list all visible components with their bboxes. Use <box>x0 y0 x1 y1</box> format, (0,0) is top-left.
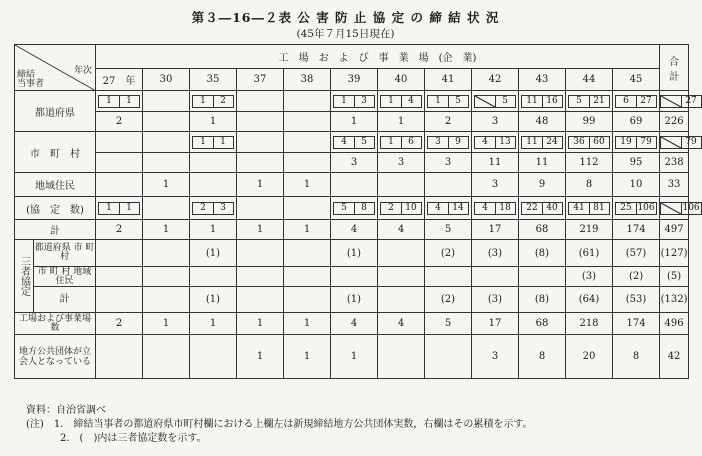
resident-count-cell <box>378 173 425 197</box>
note-2-text: 2. ( )内は三者協定数を示す。 <box>60 433 207 444</box>
tri-value-cell: (64) <box>566 287 613 313</box>
city-box-box <box>615 136 657 149</box>
city-box-cell <box>237 132 284 153</box>
pref-box-new: 1 <box>341 95 347 106</box>
pref-box-new: 1 <box>388 95 394 106</box>
agreements-box-box <box>615 202 657 215</box>
corner-year-label: 年次 <box>73 66 92 76</box>
city-box-cell <box>284 132 331 153</box>
city-box-cumulative: 79 <box>685 136 697 147</box>
corner-header-cell <box>15 45 96 91</box>
pref-box-box <box>380 95 422 108</box>
city-box-box <box>427 136 469 149</box>
tri-value-cell <box>96 267 143 287</box>
city-count-cell: 3 <box>331 153 378 173</box>
agreements-box-cumulative: 14 <box>452 202 464 213</box>
tri-value-cell: (127) <box>660 240 689 267</box>
total-count-cell: 1 <box>237 220 284 240</box>
agreements-box-new: 25 <box>620 202 632 213</box>
agreements-box-cumulative: 106 <box>637 202 655 213</box>
pref-box-cumulative: 5 <box>502 95 508 106</box>
total-row <box>15 220 689 240</box>
tri-value-cell: (1) <box>190 240 237 267</box>
total-count-cell: 174 <box>613 220 660 240</box>
tri-value-cell: (1) <box>331 240 378 267</box>
factories-count-cell: 1 <box>237 313 284 335</box>
agreements-box-new: 1 <box>106 202 112 213</box>
pref-box-box <box>192 95 234 108</box>
city-box-cell <box>566 132 613 153</box>
city-label: 市 町 村 <box>15 132 96 173</box>
city-box-cumulative: 9 <box>455 136 461 147</box>
city-count-cell <box>190 153 237 173</box>
local-count-cell: 1 <box>331 335 378 379</box>
city-count-cell: 11 <box>519 153 566 173</box>
tri-value-cell: (8) <box>519 287 566 313</box>
local-count-cell: 8 <box>519 335 566 379</box>
agreements-box-cumulative: 106 <box>682 202 700 213</box>
pref-box-cell <box>96 91 143 112</box>
tri-value-cell: (2) <box>425 287 472 313</box>
agreements-box-new: 4 <box>435 202 441 213</box>
local-count-cell: 1 <box>284 335 331 379</box>
pref-box-cumulative: 2 <box>220 95 226 106</box>
year-header: 39 <box>331 69 378 91</box>
city-box-new: 4 <box>482 136 488 147</box>
tri-value-cell <box>237 267 284 287</box>
city-box-row <box>15 132 689 153</box>
pref-box-box <box>98 95 140 108</box>
resident-count-cell: 8 <box>566 173 613 197</box>
agreements-box-box <box>521 202 563 215</box>
pref-box-new: 5 <box>576 95 582 106</box>
resident-count-cell <box>425 173 472 197</box>
total-count-cell: 1 <box>284 220 331 240</box>
year-header: 27 年 <box>96 69 143 91</box>
agreements-box-box <box>568 202 610 215</box>
agreements-box-cumulative: 18 <box>499 202 511 213</box>
tri-value-cell <box>378 287 425 313</box>
city-box-box <box>521 136 563 149</box>
factories-count-cell: 1 <box>284 313 331 335</box>
pref-box-new: 11 <box>526 95 538 106</box>
pref-box-new: 1 <box>435 95 441 106</box>
city-count-cell: 3 <box>425 153 472 173</box>
agreements-box-cell <box>96 197 143 220</box>
city-box-cumulative: 24 <box>546 136 558 147</box>
tri-row-label: 市 町 村 地域住民 <box>34 267 96 287</box>
pref-count-cell: 2 <box>425 112 472 132</box>
resident-label: 地域住民 <box>15 173 96 197</box>
factories-count-cell: 68 <box>519 313 566 335</box>
city-count-cell <box>96 153 143 173</box>
tri-value-cell: (61) <box>566 240 613 267</box>
pref-box-cell <box>237 91 284 112</box>
note-1 <box>26 418 533 432</box>
city-count-cell <box>237 153 284 173</box>
factories-label: 工場および事業場数 <box>15 313 96 335</box>
pref-box-cell <box>378 91 425 112</box>
resident-count-cell: 10 <box>613 173 660 197</box>
city-box-new: 19 <box>620 136 632 147</box>
local-count-cell <box>425 335 472 379</box>
tri-value-cell <box>284 287 331 313</box>
pref-box-cumulative: 27 <box>640 95 652 106</box>
factories-count-cell: 174 <box>613 313 660 335</box>
total-count-cell: 1 <box>143 220 190 240</box>
agreements-box-new: 41 <box>573 202 585 213</box>
tri-value-cell <box>425 267 472 287</box>
factories-row <box>15 313 689 335</box>
local-count-cell: 3 <box>472 335 519 379</box>
year-header: 40 <box>378 69 425 91</box>
note-2 <box>26 432 533 446</box>
resident-count-cell: 3 <box>472 173 519 197</box>
source-note: 資料：自治省調べ <box>26 405 106 416</box>
agreements-box-cell <box>237 197 284 220</box>
local-count-cell: 20 <box>566 335 613 379</box>
agreements-box-cell <box>613 197 660 220</box>
pref-box-box <box>474 95 516 108</box>
city-count-cell: 11 <box>472 153 519 173</box>
resident-count-cell: 1 <box>284 173 331 197</box>
year-header-row <box>15 69 689 91</box>
agreements-box-cumulative: 8 <box>361 202 367 213</box>
agreements-box-cell <box>660 197 700 220</box>
year-header: 35 <box>190 69 237 91</box>
note-head: (注) <box>26 419 44 430</box>
agreements-box-cell <box>284 197 331 220</box>
tri-value-cell: (57) <box>613 240 660 267</box>
tri-value-cell <box>143 287 190 313</box>
local-label: 地方公共団体が立会人となっている <box>15 335 96 379</box>
agreements-box-box <box>660 202 702 215</box>
factories-count-cell: 2 <box>96 313 143 335</box>
pref-box-cell <box>660 91 697 112</box>
city-count-cell: 95 <box>613 153 660 173</box>
year-header: 43 <box>519 69 566 91</box>
pref-box-new: 1 <box>106 95 112 106</box>
local-count-cell: 8 <box>613 335 660 379</box>
local-count-cell <box>190 335 237 379</box>
agreements-box-new: 22 <box>526 202 538 213</box>
tri-value-cell <box>96 240 143 267</box>
pref-count-cell: 69 <box>613 112 660 132</box>
city-count-cell: 112 <box>566 153 613 173</box>
pref-box-cumulative: 5 <box>455 95 461 106</box>
page-subtitle: (45年７月15日現在) <box>296 28 395 40</box>
tri-row-label: 計 <box>34 287 96 313</box>
factories-count-cell: 1 <box>190 313 237 335</box>
pref-box-box <box>568 95 610 108</box>
total-header: 合 計 <box>660 45 689 91</box>
city-box-new: 1 <box>200 136 206 147</box>
total-count-cell: 2 <box>96 220 143 240</box>
total-count-cell: 68 <box>519 220 566 240</box>
pref-box-row <box>15 91 689 112</box>
total-count-cell: 1 <box>190 220 237 240</box>
resident-count-cell <box>331 173 378 197</box>
pref-box-cumulative: 1 <box>126 95 132 106</box>
tri-value-cell <box>331 267 378 287</box>
resident-count-cell: 9 <box>519 173 566 197</box>
tri-value-cell <box>96 287 143 313</box>
page-title: 第３―16―２表 公 害 防 止 協 定 の 締 結 状 況 <box>191 10 500 25</box>
year-header: 45 <box>613 69 660 91</box>
pref-box-cell <box>425 91 472 112</box>
local-count-cell <box>378 335 425 379</box>
agreements-box-cumulative: 3 <box>220 202 226 213</box>
pref-box-cell <box>472 91 519 112</box>
factories-count-cell: 4 <box>378 313 425 335</box>
city-box-box <box>660 136 702 149</box>
note-1-text: 1. 締結当事者の都道府県市町村欄における上欄左は新規締結地方公共団体実数，右欄はその累積を示す。 <box>53 419 533 430</box>
city-box-new: 36 <box>573 136 585 147</box>
pref-box-new: 1 <box>200 95 206 106</box>
agreements-box-new: 4 <box>482 202 488 213</box>
tri-value-cell: (5) <box>660 267 689 287</box>
resident-count-cell <box>190 173 237 197</box>
resident-row <box>15 173 689 197</box>
pref-count-cell: 2 <box>96 112 143 132</box>
pref-box-box <box>615 95 657 108</box>
city-box-cell <box>378 132 425 153</box>
pref-count-cell: 1 <box>378 112 425 132</box>
tri-value-cell: (8) <box>519 240 566 267</box>
total-label: 計 <box>15 220 96 240</box>
tri-value-cell <box>190 267 237 287</box>
pref-count-cell <box>237 112 284 132</box>
agreements-box-box <box>333 202 375 215</box>
pref-count-cell: 1 <box>331 112 378 132</box>
local-count-cell: 1 <box>237 335 284 379</box>
agreements-box-cumulative: 40 <box>546 202 558 213</box>
tri-value-cell <box>284 267 331 287</box>
factories-count-cell: 4 <box>331 313 378 335</box>
pref-box-cell <box>190 91 237 112</box>
agreements-label: (協 定 数) <box>15 197 96 220</box>
city-box-cumulative: 5 <box>361 136 367 147</box>
year-header: 38 <box>284 69 331 91</box>
tri-value-cell: (132) <box>660 287 689 313</box>
agreements-box-new: 5 <box>341 202 347 213</box>
pref-label: 都道府県 <box>15 91 96 132</box>
factories-count-cell: 496 <box>660 313 689 335</box>
city-box-cell <box>143 132 190 153</box>
total-count-cell: 497 <box>660 220 689 240</box>
pref-box-cell <box>566 91 613 112</box>
city-box-box <box>380 136 422 149</box>
pref-box-cumulative: 3 <box>361 95 367 106</box>
pref-box-cumulative: 27 <box>685 95 697 106</box>
resident-count-cell: 33 <box>660 173 689 197</box>
agreements-box-cumulative: 1 <box>126 202 132 213</box>
tri-value-cell <box>237 287 284 313</box>
resident-count-cell: 1 <box>237 173 284 197</box>
pref-box-box <box>521 95 563 108</box>
city-box-cell <box>660 132 697 153</box>
local-count-cell: 42 <box>660 335 689 379</box>
pref-box-box <box>660 95 702 108</box>
notes <box>26 404 533 446</box>
city-box-cumulative: 79 <box>640 136 652 147</box>
tri-value-cell <box>143 240 190 267</box>
agreements-box-cumulative: 81 <box>593 202 605 213</box>
total-count-cell: 4 <box>331 220 378 240</box>
factories-count-cell: 5 <box>425 313 472 335</box>
city-box-cell <box>613 132 660 153</box>
pref-count-cell: 226 <box>660 112 689 132</box>
agreements-table <box>14 44 700 379</box>
total-count-cell: 4 <box>378 220 425 240</box>
agreements-box-box <box>192 202 234 215</box>
city-box-new: 1 <box>388 136 394 147</box>
year-header: 37 <box>237 69 284 91</box>
agreements-box-new: 2 <box>200 202 206 213</box>
tri-value-cell: (1) <box>331 287 378 313</box>
tri-value-cell <box>284 240 331 267</box>
pref-box-cell <box>284 91 331 112</box>
pref-box-cell <box>519 91 566 112</box>
agreements-box-new: 2 <box>388 202 394 213</box>
city-count-cell <box>284 153 331 173</box>
year-header: 44 <box>566 69 613 91</box>
tri-value-cell: (3) <box>566 267 613 287</box>
tri-value-cell: (3) <box>472 240 519 267</box>
agreements-box-cumulative: 10 <box>405 202 417 213</box>
agreements-box-box <box>427 202 469 215</box>
city-count-row <box>15 153 689 173</box>
city-box-cumulative: 60 <box>593 136 605 147</box>
local-count-cell <box>96 335 143 379</box>
tri-value-cell <box>378 240 425 267</box>
city-count-cell: 238 <box>660 153 689 173</box>
city-box-new: 3 <box>435 136 441 147</box>
factories-count-cell: 1 <box>143 313 190 335</box>
local-row <box>15 335 689 379</box>
agreements-box-cell <box>519 197 566 220</box>
pref-box-cumulative: 16 <box>546 95 558 106</box>
corner-party-line1: 締結 <box>17 70 36 80</box>
year-header: 30 <box>143 69 190 91</box>
city-box-cell <box>425 132 472 153</box>
factories-count-cell: 218 <box>566 313 613 335</box>
city-count-cell: 3 <box>378 153 425 173</box>
tri-value-cell: (2) <box>613 267 660 287</box>
local-count-cell <box>143 335 190 379</box>
group-header: 工 場 お よ び 事 業 場 (企 業) <box>96 45 660 69</box>
pref-box-cell <box>331 91 378 112</box>
factories-count-cell: 17 <box>472 313 519 335</box>
pref-box-cell <box>613 91 660 112</box>
pref-count-cell: 48 <box>519 112 566 132</box>
city-box-cumulative: 6 <box>408 136 414 147</box>
tri-group-label: 三者協定 <box>15 240 34 313</box>
city-box-box <box>568 136 610 149</box>
city-box-box <box>333 136 375 149</box>
pref-box-new: 6 <box>623 95 629 106</box>
resident-count-cell: 1 <box>143 173 190 197</box>
city-box-cumulative: 13 <box>499 136 511 147</box>
city-box-new: 11 <box>526 136 538 147</box>
pref-count-row <box>15 112 689 132</box>
tri-value-cell: (3) <box>472 287 519 313</box>
pref-count-cell <box>284 112 331 132</box>
total-count-cell: 17 <box>472 220 519 240</box>
total-count-cell: 5 <box>425 220 472 240</box>
tri-row-label: 都道府県 市 町 村 <box>34 240 96 267</box>
agreements-box-cell <box>331 197 378 220</box>
city-box-box <box>474 136 516 149</box>
city-box-cell <box>96 132 143 153</box>
city-count-cell <box>143 153 190 173</box>
agreements-box-box <box>98 202 140 215</box>
pref-box-cumulative: 4 <box>408 95 414 106</box>
corner-party-line2: 当事者 <box>17 79 45 89</box>
pref-count-cell: 1 <box>190 112 237 132</box>
pref-box-box <box>427 95 469 108</box>
tri-row <box>15 287 689 313</box>
pref-box-cumulative: 21 <box>593 95 605 106</box>
tri-value-cell <box>237 240 284 267</box>
tri-value-cell <box>519 267 566 287</box>
pref-count-cell: 3 <box>472 112 519 132</box>
agreements-box-cell <box>425 197 472 220</box>
agreements-box-row <box>15 197 689 220</box>
pref-box-box <box>333 95 375 108</box>
agreements-box-cell <box>143 197 190 220</box>
resident-count-cell <box>96 173 143 197</box>
city-box-cell <box>472 132 519 153</box>
tri-value-cell <box>472 267 519 287</box>
agreements-box-cell <box>190 197 237 220</box>
agreements-box-cell <box>566 197 613 220</box>
tri-row <box>15 267 689 287</box>
city-box-cell <box>190 132 237 153</box>
tri-row <box>15 240 689 267</box>
tri-value-cell: (1) <box>190 287 237 313</box>
city-box-cell <box>519 132 566 153</box>
city-box-new: 4 <box>341 136 347 147</box>
total-count-cell: 219 <box>566 220 613 240</box>
agreements-box-cell <box>378 197 425 220</box>
agreements-box-box <box>474 202 516 215</box>
tri-value-cell <box>143 267 190 287</box>
city-box-cell <box>331 132 378 153</box>
year-header: 41 <box>425 69 472 91</box>
city-box-cumulative: 1 <box>220 136 226 147</box>
city-box-box <box>192 136 234 149</box>
pref-count-cell <box>143 112 190 132</box>
tri-value-cell <box>378 267 425 287</box>
year-header: 42 <box>472 69 519 91</box>
pref-box-cell <box>143 91 190 112</box>
tri-value-cell: (2) <box>425 240 472 267</box>
corner-party-label <box>17 71 44 89</box>
pref-count-cell: 99 <box>566 112 613 132</box>
tri-value-cell: (53) <box>613 287 660 313</box>
agreements-box-box <box>380 202 422 215</box>
agreements-box-cell <box>472 197 519 220</box>
